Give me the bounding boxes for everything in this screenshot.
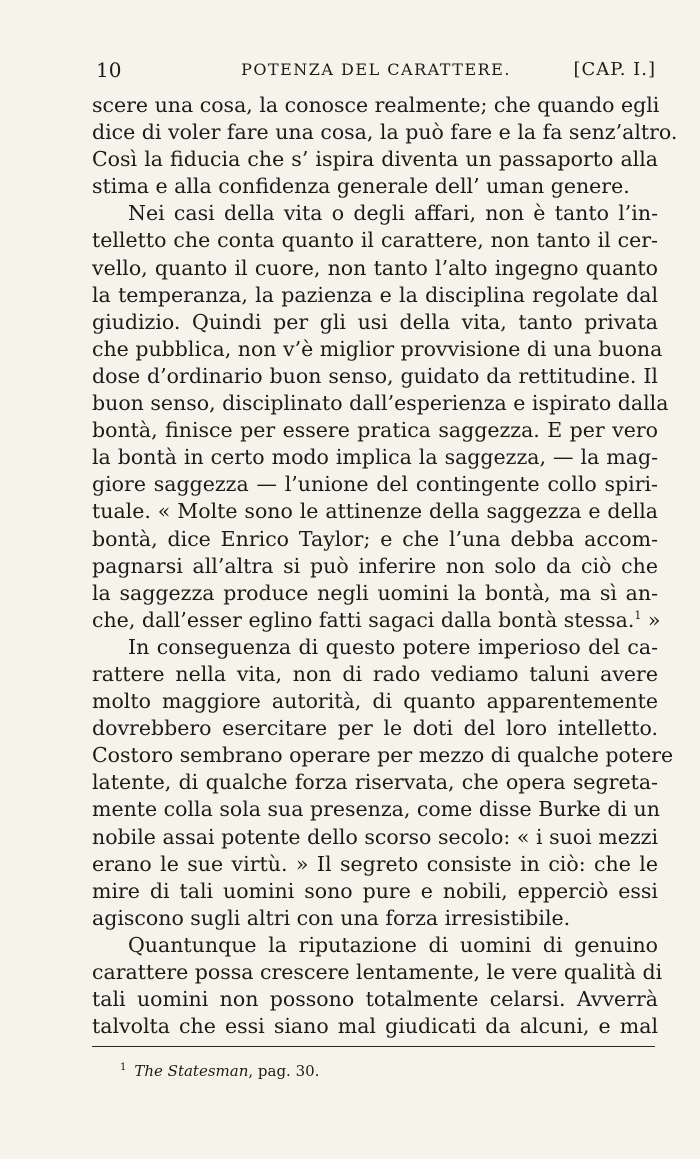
text-line: nobile assai potente dello scorso secolo: « i suoi mezzi: [92, 824, 658, 849]
paragraph-4: [92, 932, 663, 1040]
text-line: tali uomini non possono totalmente celarsi. Avverrà: [92, 987, 658, 1012]
text-line-with-footnote: [92, 607, 661, 634]
text-line: che pubblica, non v’è miglior provvisione di una buona: [92, 336, 663, 361]
text-line: Quantunque la riputazione di uomini di genuino: [128, 932, 658, 957]
text-line: stima e alla confidenza generale dell’ uman genere.: [92, 174, 630, 199]
text-line: giore saggezza — l’unione del contingente collo spiri-: [92, 472, 658, 497]
text-line: rattere nella vita, non di rado vediamo taluni avere: [92, 661, 658, 686]
text-line: dose d’ordinario buon senso, guidato da rettitudine. Il: [92, 363, 658, 388]
footnote-reference: 1: [634, 608, 642, 622]
text-line: scere una cosa, la conosce realmente; che quando egli: [92, 93, 660, 117]
text-line: tuale. « Molte sono le attinenze della saggezza e della: [92, 499, 658, 524]
text-line: bontà, dice Enrico Taylor; e che l’una debba accom-: [92, 526, 658, 551]
footnote-text: , pag. 30.: [248, 1062, 320, 1080]
paragraph-2: [92, 200, 669, 634]
closing-quote: »: [641, 607, 661, 632]
text-line: la bontà in certo modo implica la saggezza, — la mag-: [92, 445, 658, 470]
text-line: la temperanza, la pazienza e la disciplina regolate dal: [92, 282, 658, 307]
footnote-title: The Statesman: [134, 1062, 249, 1080]
text-line: pagnarsi all’altra si può inferire non solo da ciò che: [92, 553, 658, 578]
text-line-body: che, dall’esser eglino fatti sagaci dalla bontà stessa.: [92, 607, 635, 632]
text-line: erano le sue virtù. » Il segreto consiste in ciò: che le: [92, 851, 658, 876]
text-line: molto maggiore autorità, di quanto apparentemente: [92, 689, 658, 714]
text-line: agiscono sugli altri con una forza irresistibile.: [92, 905, 571, 930]
body-text: [92, 92, 678, 1040]
text-line: latente, di qualche forza riservata, che opera segreta-: [92, 770, 658, 795]
text-line: mire di tali uomini sono pure e nobili, epperciò essi: [92, 878, 658, 903]
text-line: carattere possa crescere lentamente, le vere qualità di: [92, 960, 663, 984]
text-line: la saggezza produce negli uomini la bontà, ma sì an-: [92, 580, 658, 605]
text-line: Costoro sembrano operare per mezzo di qualche potere: [92, 743, 674, 768]
text-line: Nei casi della vita o degli affari, non è tanto l’in-: [128, 201, 658, 226]
text-line: dovrebbero esercitare per le doti del loro intelletto.: [92, 716, 658, 741]
text-line: buon senso, disciplinato dall’esperienza e ispirato dalla: [92, 391, 669, 416]
footnote: [120, 1061, 319, 1081]
text-line: telletto che conta quanto il carattere, non tanto il cer-: [92, 228, 658, 253]
running-head: [96, 55, 656, 85]
footnote-divider: [92, 1046, 655, 1047]
running-title: POTENZA DEL CARATTERE.: [241, 60, 511, 79]
text-line: mente colla sola sua presenza, come disse Burke di un: [92, 797, 660, 822]
page-number: 10: [96, 58, 122, 82]
paragraph-1: [92, 92, 678, 200]
footnote-mark: 1: [120, 1062, 127, 1073]
paragraph-3: [92, 634, 674, 932]
text-line: Così la fiducia che s’ ispira diventa un passaporto alla: [92, 147, 658, 172]
text-line: dice di voler fare una cosa, la può fare e la fa senz’altro.: [92, 120, 678, 145]
chapter-reference: [CAP. I.]: [573, 59, 656, 80]
text-line: talvolta che essi siano mal giudicati da alcuni, e mal: [92, 1014, 658, 1039]
text-line: bontà, finisce per essere pratica saggezza. E per vero: [92, 418, 658, 443]
text-line: giudizio. Quindi per gli usi della vita, tanto privata: [92, 309, 658, 334]
text-line: In conseguenza di questo potere imperioso del ca-: [128, 634, 658, 659]
text-line: vello, quanto il cuore, non tanto l’alto ingegno quanto: [92, 255, 658, 280]
